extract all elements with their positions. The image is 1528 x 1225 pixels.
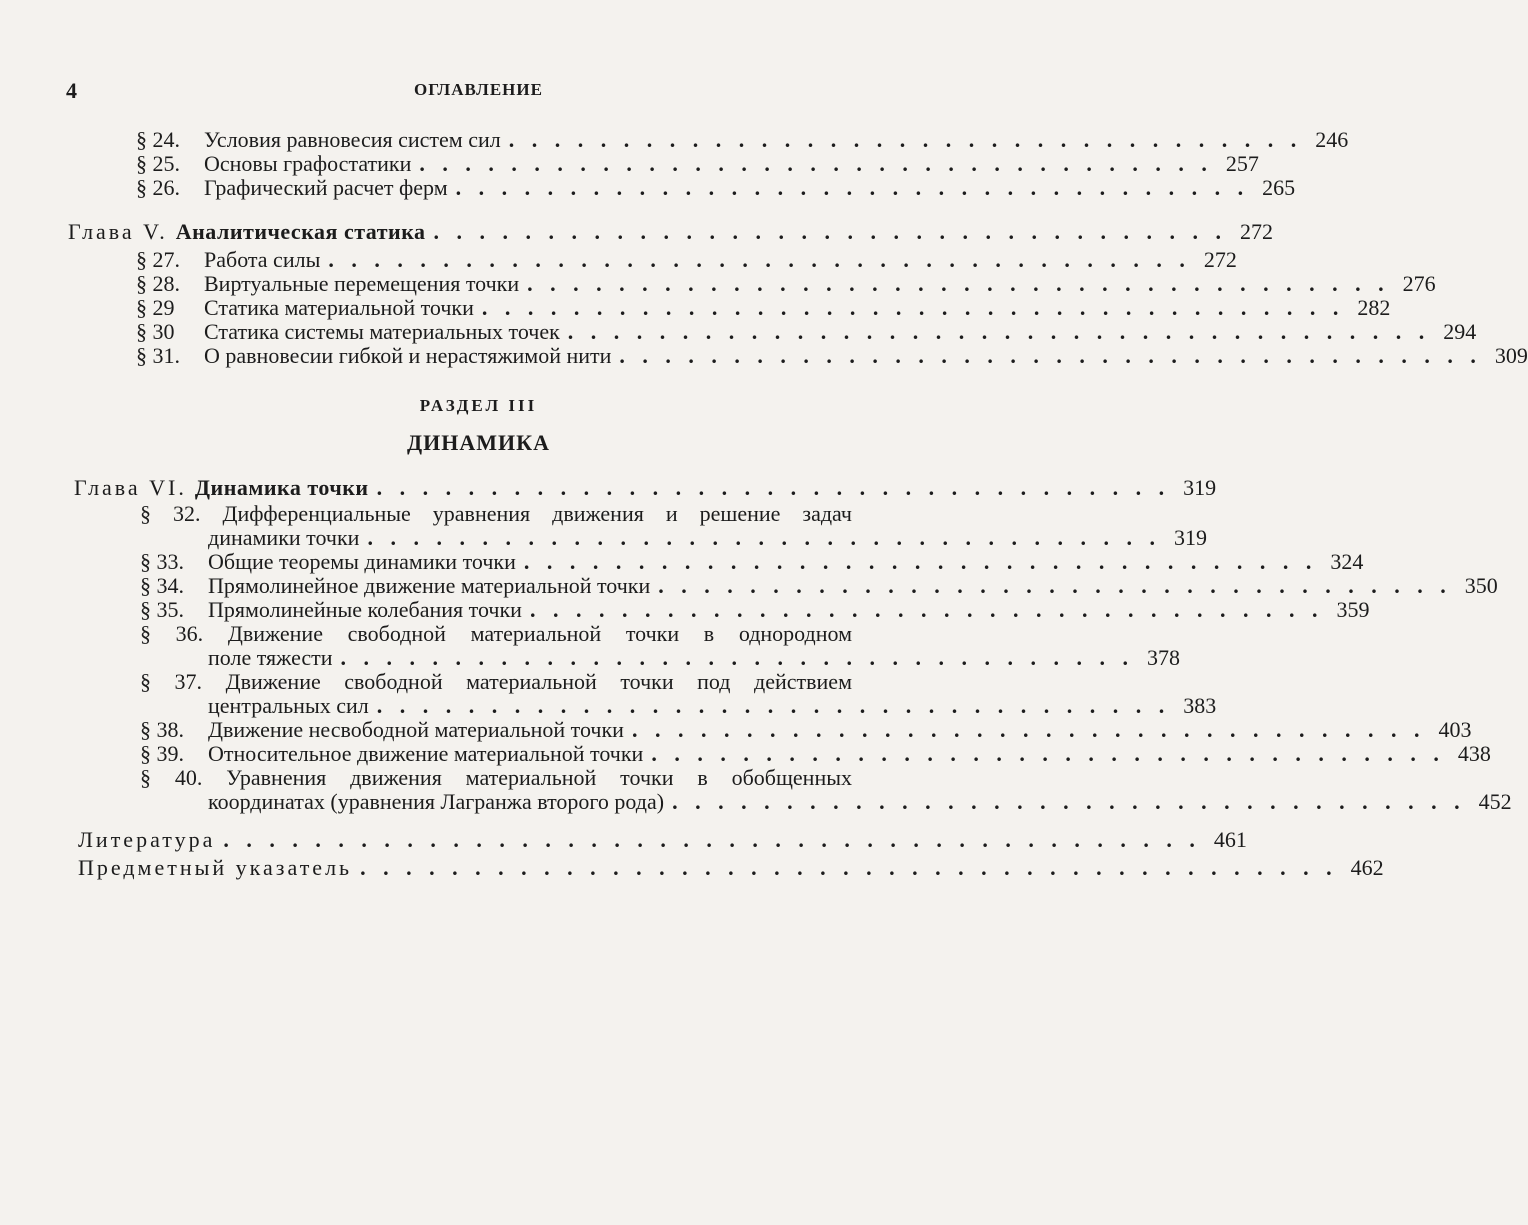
entry-title: Общие теоремы динамики точки [208, 549, 516, 574]
section-number: § 27. [136, 247, 180, 272]
section-title: ДИНАМИКА [407, 430, 550, 455]
entry-title: Условия равновесия систем сил [204, 127, 501, 152]
entry-page: 438 [1457, 741, 1491, 766]
leader-dots: . . . . . . . . . . . . . . . . . . . . . . . . . . . . . . . . . . . [631, 717, 1426, 742]
entry-page: 246 [1315, 127, 1349, 152]
entry-page: 403 [1438, 717, 1472, 742]
leader-dots: . . . . . . . . . . . . . . . . . . . . . . . . . . . . . . . . . . . [376, 475, 1171, 500]
toc-entry[interactable] [140, 573, 1498, 598]
entry-page: 282 [1357, 295, 1391, 320]
section-number: § 28. [136, 271, 180, 296]
entry-page: 461 [1213, 827, 1247, 852]
toc-entry-line2[interactable] [208, 789, 1512, 814]
entry-title: Статика системы материальных точек [204, 319, 560, 344]
leader-dots: . . . . . . . . . . . . . . . . . . . . . . . . . . . . . . . . . . . [523, 549, 1318, 574]
section-number: § 39. [140, 741, 184, 766]
leader-dots: . . . . . . . . . . . . . . . . . . . . . . . . . . . . . . . . . . . . . . [619, 343, 1482, 368]
entry-title: Движение несвободной материальной точки [208, 717, 624, 742]
leader-dots: . . . . . . . . . . . . . . . . . . . . . . . . . . . . . . . . . . . . . . [481, 295, 1345, 320]
leader-dots: . . . . . . . . . . . . . . . . . . . . . . . . . . . . . . . . . . . [340, 645, 1135, 670]
section-number: § 30 [136, 319, 175, 344]
leader-dots: . . . . . . . . . . . . . . . . . . . . . . . . . . . . . . . . . . . [433, 219, 1228, 244]
entry-title: Дифференциальные уравнения движения и решение задач [222, 501, 852, 526]
entry-page: 276 [1402, 271, 1436, 296]
entry-title: Виртуальные перемещения точки [204, 271, 520, 296]
section-number: § 34. [140, 573, 184, 598]
leader-dots: . . . . . . . . . . . . . . . . . . . . . . . . . . . . . . . . . . . [651, 741, 1445, 766]
section-number: § 24. [136, 127, 180, 152]
entry-page: 319 [1173, 525, 1207, 550]
entry-page: 265 [1262, 175, 1296, 200]
section-number: § 29 [136, 295, 175, 320]
section-number: § 31. [136, 343, 180, 368]
entry-page: 359 [1336, 597, 1370, 622]
leader-dots: . . . . . . . . . . . . . . . . . . . . . . . . . . . . . . . . . . . [508, 127, 1303, 152]
toc-entry[interactable] [136, 295, 1391, 320]
entry-title-cont: динамики точки [208, 525, 360, 550]
back-matter-entry[interactable] [78, 855, 1384, 880]
entry-page: 350 [1464, 573, 1498, 598]
toc-entry[interactable] [136, 151, 1259, 176]
leader-dots: . . . . . . . . . . . . . . . . . . . . . . . . . . . . . . . . . . . [529, 597, 1324, 622]
chapter-label: Глава VI. [74, 475, 187, 500]
toc-entry-line2[interactable] [208, 693, 1217, 718]
back-matter-entry[interactable] [78, 827, 1247, 852]
leader-dots: . . . . . . . . . . . . . . . . . . . . . . . . . . . . . . . . . . . . . . . . . . . [360, 855, 1338, 880]
toc-entry[interactable] [136, 175, 1296, 200]
chapter-title: Динамика точки [194, 475, 369, 500]
toc-entry[interactable] [140, 597, 1370, 622]
chapter-entry[interactable] [74, 475, 1217, 500]
toc-entry[interactable] [136, 319, 1477, 344]
entry-title: Работа силы [204, 247, 321, 272]
running-header: ОГЛАВЛЕНИЕ [414, 80, 543, 99]
toc-entry-line1[interactable] [140, 670, 852, 694]
leader-dots: . . . . . . . . . . . . . . . . . . . . . . . . . . . . . . . . . . . . . . [527, 271, 1390, 296]
toc-entry-line1[interactable] [140, 622, 852, 646]
entry-title: О равновесии гибкой и нерастяжимой нити [204, 343, 612, 368]
entry-title: Литература [78, 827, 216, 852]
entry-page: 319 [1183, 475, 1217, 500]
toc-entry[interactable] [140, 741, 1491, 766]
entry-page: 378 [1147, 645, 1181, 670]
leader-dots: . . . . . . . . . . . . . . . . . . . . . . . . . . . . . . . . . . . [455, 175, 1250, 200]
entry-title: Движение свободной материальной точки в однородном [227, 621, 853, 646]
entry-title: Прямолинейное движение материальной точки [208, 573, 651, 598]
entry-title: Предметный указатель [78, 855, 353, 880]
section-number: § 33. [140, 549, 184, 574]
section-label: РАЗДЕЛ III [419, 396, 538, 415]
entry-page: 383 [1183, 693, 1217, 718]
section-number: § 32. [140, 501, 201, 526]
leader-dots: . . . . . . . . . . . . . . . . . . . . . . . . . . . . . . . . . . . [367, 525, 1161, 550]
toc-entry-line2[interactable] [208, 645, 1181, 670]
leader-dots: . . . . . . . . . . . . . . . . . . . . . . . . . . . . . . . . . . . . . . [328, 247, 1191, 272]
section-number: § 36. [140, 621, 204, 646]
entry-title-cont: поле тяжести [208, 645, 333, 670]
toc-entry[interactable] [136, 343, 1528, 368]
entry-page: 324 [1330, 549, 1364, 574]
toc-entry[interactable] [136, 271, 1436, 296]
entry-page: 309 [1494, 343, 1528, 368]
toc-entry[interactable] [140, 549, 1364, 574]
page-number: 4 [66, 78, 77, 103]
entry-title-cont: координатах (уравнения Лагранжа второго рода) [208, 789, 665, 814]
section-number: § 38. [140, 717, 184, 742]
entry-title: Движение свободной материальной точки под действием [225, 669, 852, 694]
entry-page: 272 [1240, 219, 1274, 244]
entry-page: 257 [1225, 151, 1259, 176]
section-number: § 25. [136, 151, 180, 176]
section-number: § 40. [140, 765, 203, 790]
leader-dots: . . . . . . . . . . . . . . . . . . . . . . . . . . . . . . . . . . . . . . . . . . . [223, 827, 1201, 852]
entry-page: 272 [1203, 247, 1237, 272]
entry-title: Уравнения движения материальной точки в обобщенных [226, 765, 853, 790]
entry-title: Статика материальной точки [204, 295, 474, 320]
chapter-entry[interactable] [68, 219, 1274, 244]
section-number: § 35. [140, 597, 184, 622]
toc-entry[interactable] [136, 127, 1349, 152]
toc-entry[interactable] [136, 247, 1237, 272]
entry-title: Прямолинейные колебания точки [208, 597, 522, 622]
chapter-title: Аналитическая статика [175, 219, 426, 244]
section-number: § 26. [136, 175, 180, 200]
entry-title: Графический расчет ферм [204, 175, 448, 200]
entry-page: 294 [1443, 319, 1477, 344]
leader-dots: . . . . . . . . . . . . . . . . . . . . . . . . . . . . . . . . . . . [672, 789, 1466, 814]
section-number: § 37. [140, 669, 203, 694]
entry-title-cont: центральных сил [208, 693, 369, 718]
entry-page: 452 [1478, 789, 1512, 814]
entry-page: 462 [1350, 855, 1384, 880]
entry-title: Относительное движение материальной точки [208, 741, 644, 766]
chapter-label: Глава V. [68, 219, 168, 244]
leader-dots: . . . . . . . . . . . . . . . . . . . . . . . . . . . . . . . . . . . [419, 151, 1213, 176]
toc-entry[interactable] [140, 717, 1472, 742]
leader-dots: . . . . . . . . . . . . . . . . . . . . . . . . . . . . . . . . . . . [376, 693, 1171, 718]
leader-dots: . . . . . . . . . . . . . . . . . . . . . . . . . . . . . . . . . . . . . . [567, 319, 1431, 344]
toc-entry-line2[interactable] [208, 525, 1207, 550]
toc-entry-line1[interactable] [140, 766, 852, 790]
toc-entry-line1[interactable] [140, 502, 852, 526]
entry-title: Основы графостатики [204, 151, 412, 176]
leader-dots: . . . . . . . . . . . . . . . . . . . . . . . . . . . . . . . . . . . [658, 573, 1452, 598]
